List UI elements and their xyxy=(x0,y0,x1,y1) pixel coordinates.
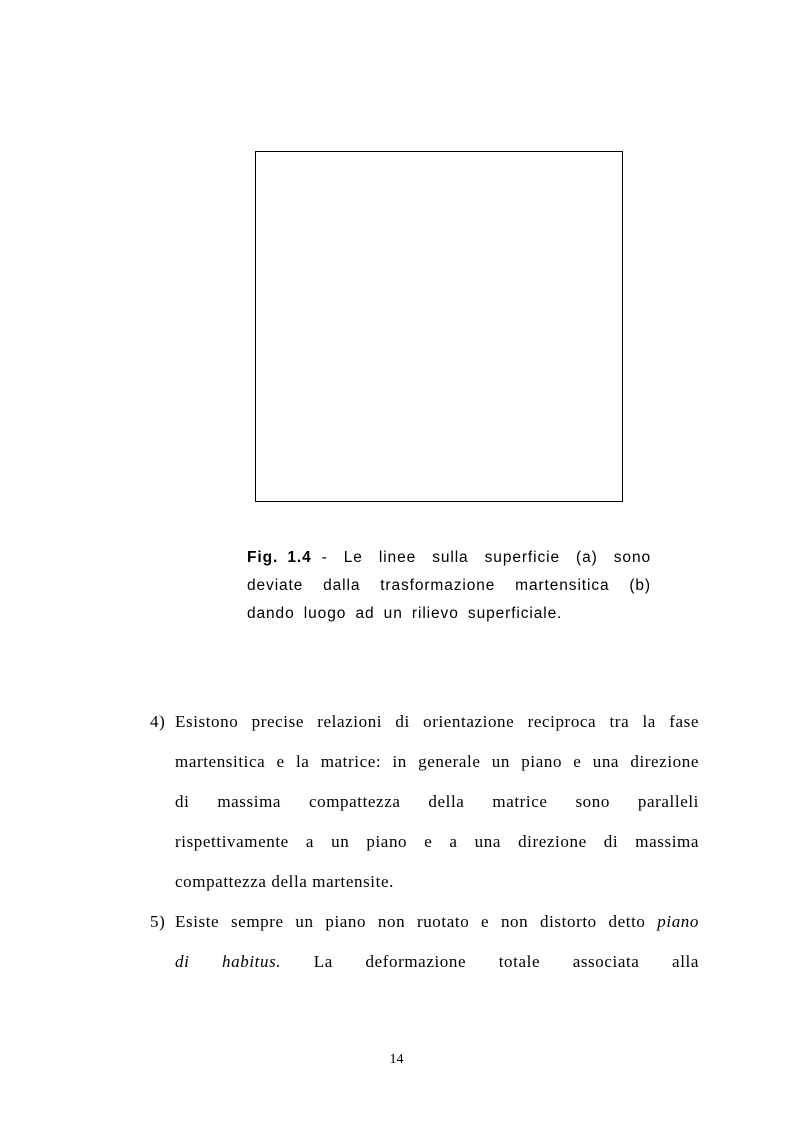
caption-line-1 xyxy=(247,544,651,572)
item4-line-2: martensitica e la matrice: in generale un piano e una direzione xyxy=(175,752,699,771)
caption-line-3: dando luogo ad un rilievo superficiale. xyxy=(247,605,563,622)
caption-label: Fig. 1.4 xyxy=(247,549,312,566)
figure-caption xyxy=(247,544,651,628)
item4-line-5: compattezza della martensite. xyxy=(175,872,394,891)
list-item-body xyxy=(175,902,699,982)
item5-line-2-italic: di habitus. xyxy=(175,952,282,971)
list-item-number: 5) xyxy=(150,912,166,931)
figure-frame xyxy=(255,151,623,502)
item4-line-3: di massima compattezza della matrice sono paralleli xyxy=(175,792,699,811)
list-item-body xyxy=(175,702,699,902)
caption-line-1-text: - Le linee sulla superficie (a) sono xyxy=(321,549,651,566)
page-number: 14 xyxy=(389,1052,404,1067)
item5-line-1-text: Esiste sempre un piano non ruotato e non distorto detto xyxy=(175,912,646,931)
item5-line-1 xyxy=(175,902,699,942)
list-item-number: 4) xyxy=(150,712,166,731)
caption-line-2: deviate dalla trasformazione martensitica (b) xyxy=(247,577,651,594)
item5-line-2 xyxy=(175,942,699,982)
list-item-5 xyxy=(150,902,699,982)
item5-line-2-text: La deformazione totale associata alla xyxy=(313,952,699,971)
list-item-4 xyxy=(150,702,699,902)
item4-line-1: Esistono precise relazioni di orientazione reciproca tra la fase xyxy=(175,712,699,731)
item4-line-4: rispettivamente a un piano e a una direzione di massima xyxy=(175,832,699,851)
item5-line-1-italic: piano xyxy=(657,912,699,931)
